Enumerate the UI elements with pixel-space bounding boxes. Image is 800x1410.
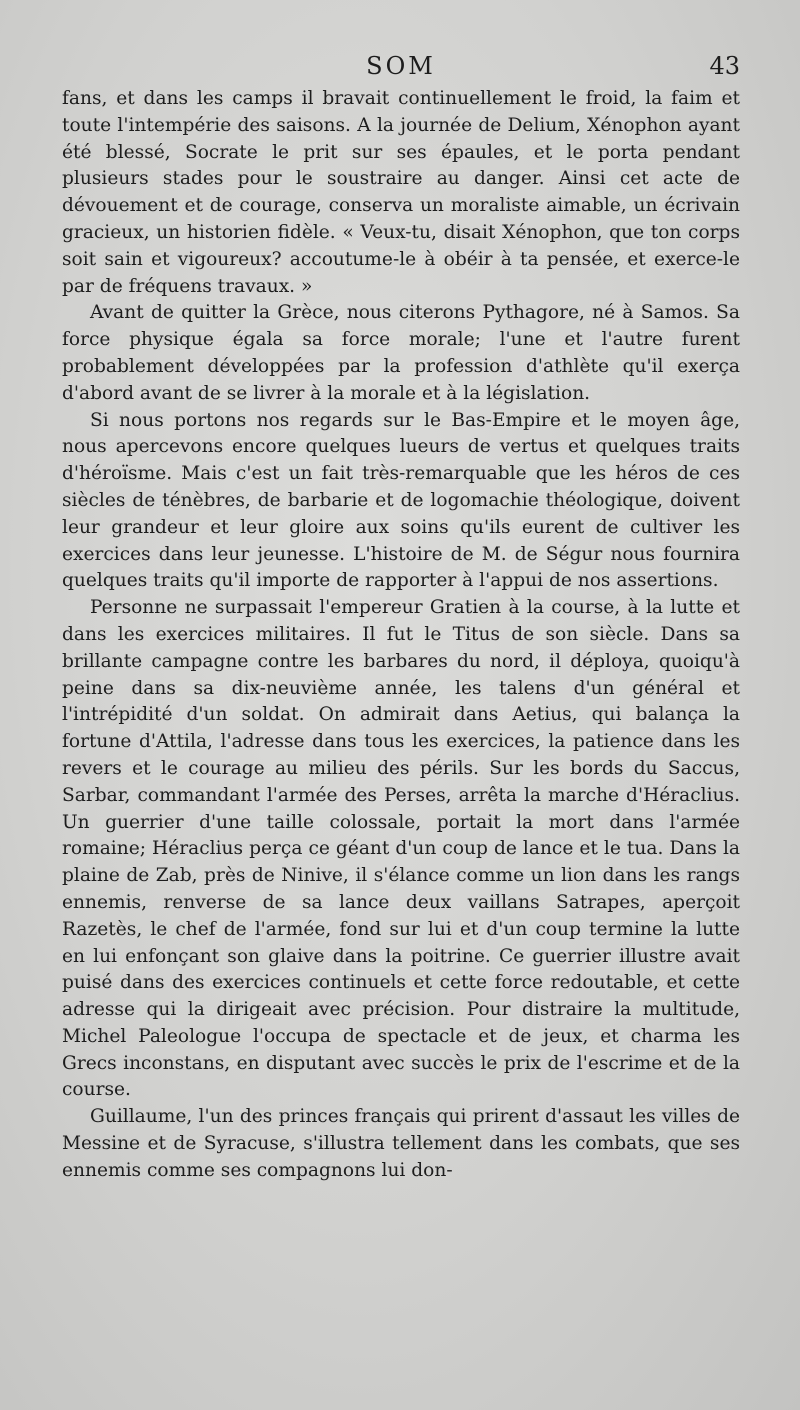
running-head-title: SOM	[366, 52, 436, 80]
paragraph-pythagore: Avant de quitter la Grèce, nous citerons Pythagore, né à Samos. Sa force physique égala sa force morale; l'une et l'autre furent probablement développées par la profession d'athlète qu'il exerça d'abord avant de se livrer à la morale et à la législation.	[62, 302, 740, 404]
paragraph-gratien: Personne ne surpassait l'empereur Gratien à la course, à la lutte et dans les exercices militaires. Il fut le Titus de son siècle. Dans sa brillante campagne contre les barbares du nord, il déploya, quoiqu'à peine dans sa dix-neuvième année, les talens d'un général et l'intrépidité d'un soldat. On admirait dans Aetius, qui balança la fortune d'Attila, l'adresse dans tous les exercices, la patience dans les revers et le courage au milieu des périls. Sur les bords du Saccus, Sarbar, commandant l'armée des Perses, arrêta la marche d'Héraclius. Un guerrier d'une taille colossale, portait la mort dans l'armée romaine; Héraclius perça ce géant d'un coup de lance et le tua. Dans la plaine de Zab, près de Ninive, il s'élance comme un lion dans les rangs ennemis, renverse de sa lance deux vaillans Satrapes, aperçoit Razetès, le chef de l'armée, fond sur lui et d'un coup termine la lutte en lui enfonçant son glaive dans la poitrine. Ce guerrier illustre avait puisé dans des exercices continuels et cette force redoutable, et cette adresse qui la dirigeait avec précision. Pour distraire la multitude, Michel Paleologue l'occupa de spectacle et de jeux, et charma les Grecs inconstans, en disputant avec succès le prix de l'escrime et de la course.	[62, 597, 740, 1101]
running-head	[62, 52, 740, 86]
paragraph-guillaume: Guillaume, l'un des princes français qui prirent d'assaut les villes de Messine et de Syracuse, s'illustra tellement dans les combats, que ses ennemis comme ses compagnons lui don-	[62, 1106, 740, 1181]
paragraph-continuation: fans, et dans les camps il bravait continuellement le froid, la faim et toute l'intempérie des saisons. A la journée de Delium, Xénophon ayant été blessé, Socrate le prit sur ses épaules, et le porta pendant plusieurs stades pour le soustraire au danger. Ainsi cet acte de dévouement et de courage, conserva un moraliste aimable, un écrivain gracieux, un historien fidèle. « Veux-tu, disait Xénophon, que ton corps soit sain et vigoureux? accoutume-le à obéir à ta pensée, et exerce-le par de fréquens travaux. »	[62, 88, 740, 297]
page-number: 43	[709, 52, 740, 80]
paragraph-bas-empire: Si nous portons nos regards sur le Bas-Empire et le moyen âge, nous apercevons encore quelques lueurs de vertus et quelques traits d'héroïsme. Mais c'est un fait très-remarquable que les héros de ces siècles de ténèbres, de barbarie et de logomachie théologique, doivent leur grandeur et leur gloire aux soins qu'ils eurent de cultiver les exercices dans leur jeunesse. L'histoire de M. de Ségur nous fournira quelques traits qu'il importe de rapporter à l'appui de nos assertions.	[62, 409, 740, 592]
body-text	[62, 86, 740, 1185]
